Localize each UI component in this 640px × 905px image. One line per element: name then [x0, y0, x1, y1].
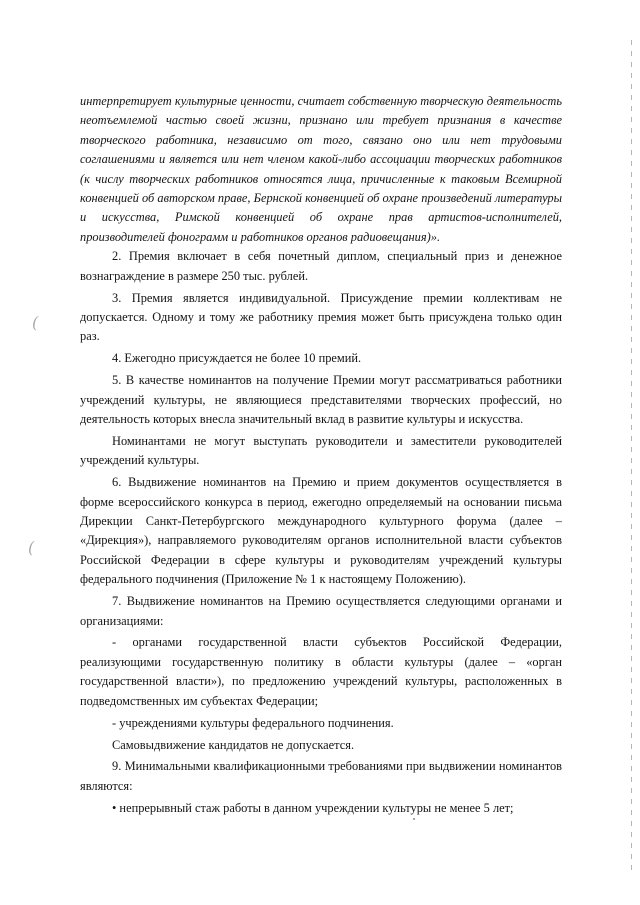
paragraph-9-bullet-1: • непрерывный стаж работы в данном учреждении культуры не менее 5 лет; — [112, 800, 514, 815]
scan-artifact: ( — [28, 538, 35, 557]
paragraph-4: 4. Ежегодно присуждается не более 10 премий. — [112, 351, 362, 366]
paragraph-5: 5. В качестве номинантов на получение Премии могут рассматриваться работники учреждений культуры, не являющиеся представителями творческих профессий, но деятельность которых внесла значительный вклад в развитие культуры и искусства. — [80, 373, 562, 426]
scan-artifact: ( — [32, 313, 39, 332]
document-body — [80, 92, 562, 821]
paragraph-self-nomination: Самовыдвижение кандидатов не допускается. — [112, 737, 355, 752]
paragraph-6: 6. Выдвижение номинантов на Премию и прием документов осуществляется в форме всероссийского конкурса в период, ежегодно определяемый на основании письма Дирекции Санкт-Петербургского международного культурного форума (далее – «Дирекция»), направляемого руководителям органов исполнительной власти субъектов Российской Федерации в сфере культуры и руководителям учреждений культуры федерального подчинения (Приложение № 1 к настоящему Положению). — [80, 475, 562, 587]
paragraph-2: 2. Премия включает в себя почетный диплом, специальный приз и денежное вознаграждение в размере 250 тыс. рублей. — [80, 249, 562, 283]
quoted-definition: интерпретирует культурные ценности, считает собственную творческую деятельность неотъемлемой частью своей жизни, признано или требует признания в качестве творческого работника, независимо от того, связано оно или нет трудовыми соглашениями и является или нет членом какой-либо ассоциации творческих работников (к числу творческих работников относятся лица, причисленные к таковым Всемирной конвенцией об авторском праве, Бернской конвенцией об охране произведений литературы и искусства, Римской конвенцией об охране прав артистов-исполнителей, производителей фонограмм и работников органов радиовещания)». — [80, 94, 562, 244]
paragraph-9: 9. Минимальными квалификационными требованиями при выдвижении номинантов являются: — [80, 759, 562, 793]
paragraph-7-item-1: - органами государственной власти субъектов Российской Федерации, реализующими государственную политику в области культуры (далее – «орган государственной власти»), по предложению учреждений культуры, расположенных в подведомственных им субъектах Федерации; — [80, 635, 562, 708]
paragraph-5-note: Номинантами не могут выступать руководители и заместители руководителей учреждений культуры. — [80, 433, 562, 468]
paragraph-3: 3. Премия является индивидуальной. Присуждение премии коллективам не допускается. Одному и тому же работнику премия может быть присуждена только один раз. — [80, 290, 562, 344]
paragraph-7: 7. Выдвижение номинантов на Премию осуществляется следующими органами и организациями: — [80, 594, 562, 628]
paragraph-7-item-2: - учреждениями культуры федерального подчинения. — [112, 715, 394, 730]
scan-edge-mark — [631, 40, 632, 870]
